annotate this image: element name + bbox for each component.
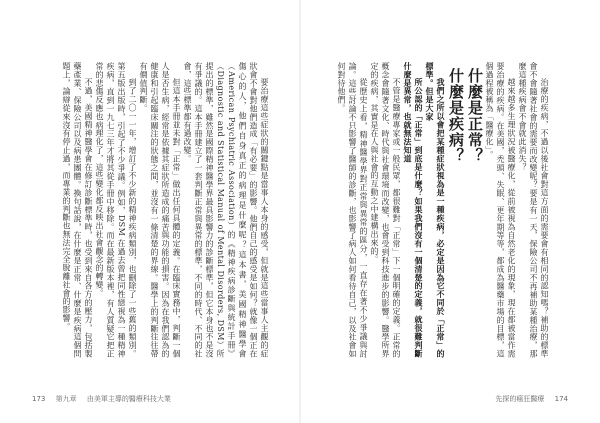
body-paragraph: 但這本手冊並未對「正常」做出任何具體的定義。在臨床實務中，判斷一個人是否生病，經常是依據其症狀所造成的痛苦與功能的損害。因為在我們認為的健康和引起臨床關注的狀態之間，並沒有一條清楚的界線。醫學上的判斷往往帶有價值判斷。	[139, 62, 181, 358]
body-paragraph: 治療的疾病，不過以後社會對這方面的需要會有相同的認知嗎？補助的標準會不會隨著社會的需要而改變呢？要是有一天，保險公司不再補助某種治療，那麼這種疾病會不會就此消失？	[518, 62, 549, 358]
section-heading-line: 什麼是疾病？	[447, 68, 465, 164]
body-paragraph: 越來越多生理狀況被醫療化，從前被視為自然老化的現象，現在都被當作需要治療的疾病。在美國，禿頭、失眠、更年期等等，都成為醫藥市場的目標，這個過程被稱為「醫療化」。	[485, 62, 516, 358]
body-paragraph: 從歷史上看，精神醫學界對正常與異常的區分，一直存在著不少爭議與討論。這些討論不只影響了醫師的診斷，也影響了病人如何看待自己，以及社會如何對待他們。	[337, 62, 368, 358]
section-heading	[446, 68, 484, 348]
page-number: 173	[32, 395, 46, 403]
body-paragraph: 到了二〇一一年，增訂了不少新的精神疾病類別，也刪除了一些舊的類別。第五版出版時，引起了不少爭議。例如，DSM 在過去曾把同性戀視為一種精神疾病，直到一九七三年才將其從手冊中移除。而在最新版本裡，有人質疑它把正常的悲傷反應也病理化了，這些變化都反映出社會觀念的轉變。	[95, 62, 137, 358]
running-title: 先探的瘋狂醫療	[495, 395, 545, 403]
body-paragraph: 要治療這些症狀的關鍵點是當事人本身的感受，但就是這些當事人主觀的症狀會不會對他們造成「有必要」的影響。他們自己的感受是如何？就像一個正在傷心的人，他們自身真正的病理是什麼呢？這本書，美國精神醫學會（American Psychiatric Association）的《精神疾病診斷與統計手冊》（Diagnostic and Statistical Manual of Mental Disorders, DSM）所提出的標準，雖然是國際精神醫學界最具影響力的診斷標準，但它本身也不是沒有爭議的。這本手冊建立了一套判斷正常與異常的標準，不同的時代、不同的社會，這些標準都有過改變。	[183, 62, 269, 358]
right-page-footer	[487, 394, 568, 404]
bold-lead-text: 所公認的「正常」到底是什麼？如果我們沒有一個清楚的定義，就很難判斷什麼是異常，也就無法知道	[403, 62, 423, 358]
section-heading-line: 什麼是正常？	[466, 68, 484, 164]
right-page-body	[326, 62, 550, 358]
left-page-body	[58, 62, 270, 358]
bold-lead-text: 我們之所以會把某種症狀視為是一種疾病，必定是因為它不同於「正常」的標準。但是大家	[425, 62, 445, 358]
running-title: 由美軍主導的醫療科技大業	[86, 395, 171, 403]
chapter-label: 第九章	[55, 395, 77, 403]
page-number: 174	[554, 395, 568, 403]
body-paragraph: 不管是醫療專家或一般民眾，都很難對「正常」下一個明確的定義。正常的概念會隨著文化、時代與社會環境而改變，也會受到科技進步的影響。醫學所界定的疾病，其實是在人與社會的互動之中建構出來的。	[370, 62, 401, 358]
body-paragraph: 不過，美國精神醫學會在修訂診斷標準時，也受到來自各方的壓力，包括製藥產業、保險公司以及病患團體。換句話說，在什麼是正常、什麼是疾病這個問題上，論辯從來沒有停止過，而專業的判斷也無法完全脫離社會的影響。	[62, 62, 93, 358]
left-page-footer	[32, 394, 179, 404]
